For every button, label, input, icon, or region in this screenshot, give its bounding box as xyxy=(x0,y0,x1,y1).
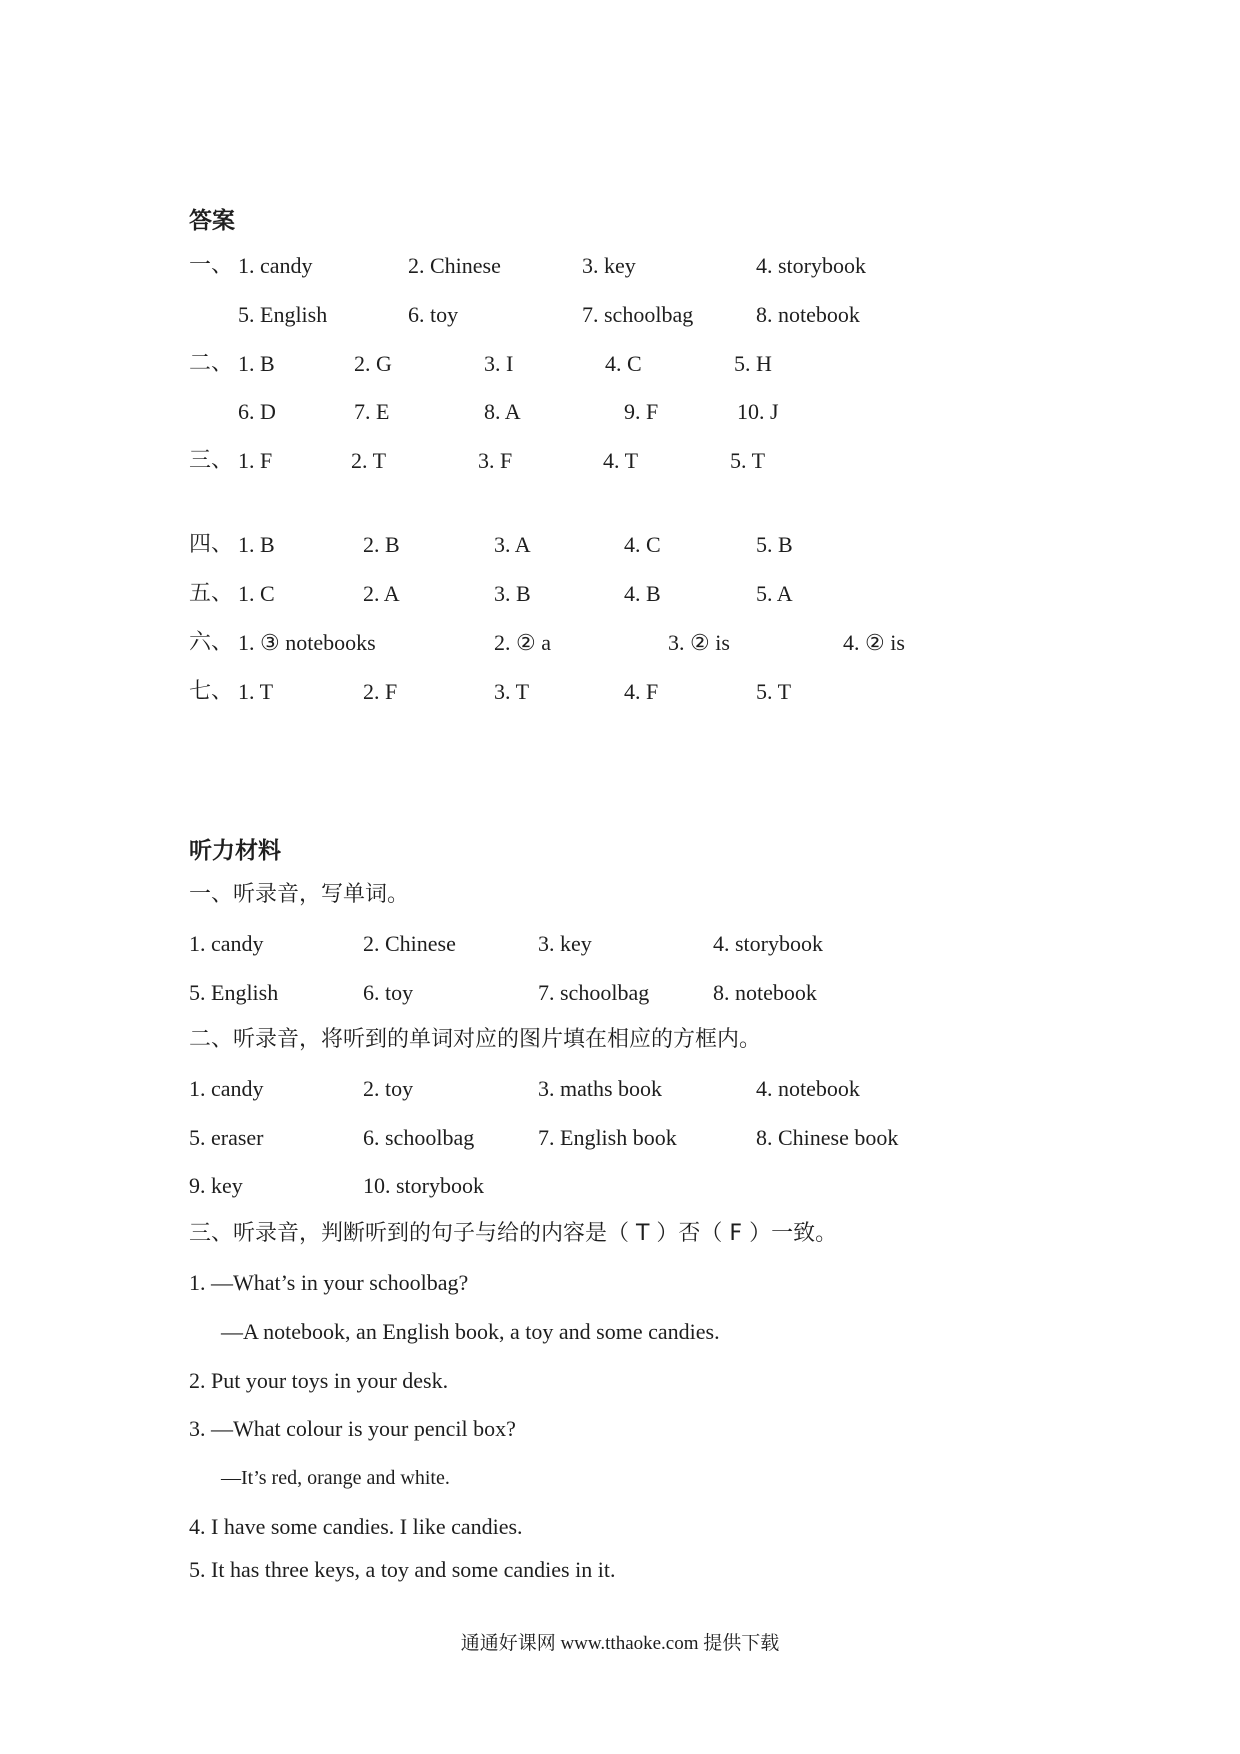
answer-item: 1. B xyxy=(238,532,275,557)
word-item: 6. toy xyxy=(363,980,414,1005)
answer-item: 3. B xyxy=(494,581,531,606)
answer-prefix: 四、 xyxy=(189,532,234,557)
answer-item: 8. notebook xyxy=(756,302,860,327)
answer-item: 5. A xyxy=(756,581,793,606)
sentence-line: 2. Put your toys in your desk. xyxy=(189,1368,449,1393)
answer-item: 4. F xyxy=(624,679,659,704)
sentence-line: —It’s red, orange and white. xyxy=(221,1467,450,1489)
answer-prefix: 五、 xyxy=(189,581,234,606)
word-item: 4. storybook xyxy=(713,931,823,956)
answer-item: 1. ③ notebooks xyxy=(238,630,376,655)
answer-item: 7. E xyxy=(354,399,390,424)
answer-item: 1. B xyxy=(238,351,275,376)
word-item: 6. schoolbag xyxy=(363,1125,475,1150)
sentence-line: 4. I have some candies. I like candies. xyxy=(189,1514,523,1539)
answer-prefix: 一、 xyxy=(189,253,234,278)
answer-item: 2. A xyxy=(363,581,400,606)
answer-item: 5. English xyxy=(238,302,328,327)
page-footer: 通通好课网 www.tthaoke.com 提供下载 xyxy=(460,1633,780,1654)
word-item: 3. key xyxy=(538,931,592,956)
answer-item: 2. T xyxy=(351,448,387,473)
sentence-line: —A notebook, an English book, a toy and some candies. xyxy=(221,1319,720,1344)
answer-item: 7. schoolbag xyxy=(582,302,694,327)
word-item: 5. English xyxy=(189,980,279,1005)
answer-item: 2. Chinese xyxy=(408,253,501,278)
listening-section2-heading: 二、听录音，将听到的单词对应的图片填在相应的方框内。 xyxy=(189,1027,762,1052)
answer-item: 1. candy xyxy=(238,253,313,278)
answer-prefix: 二、 xyxy=(189,351,234,376)
answer-prefix: 六、 xyxy=(189,630,234,655)
answer-item: 2. F xyxy=(363,679,398,704)
answer-item: 9. F xyxy=(624,399,659,424)
word-item: 3. maths book xyxy=(538,1076,663,1101)
listening-section3-heading: 三、听录音，判断听到的句子与给的内容是（ T ）否（ F ）一致。 xyxy=(189,1221,838,1246)
word-item: 10. storybook xyxy=(363,1173,484,1198)
answer-prefix: 三、 xyxy=(189,448,234,473)
answer-item: 2. B xyxy=(363,532,400,557)
answer-prefix: 七、 xyxy=(189,679,234,704)
answer-item: 5. B xyxy=(756,532,793,557)
sentence-line: 1. —What’s in your schoolbag? xyxy=(189,1270,469,1295)
word-item: 9. key xyxy=(189,1173,243,1198)
answer-item: 3. A xyxy=(494,532,531,557)
sentence-line: 5. It has three keys, a toy and some candies in it. xyxy=(189,1557,616,1582)
answer-item: 4. storybook xyxy=(756,253,866,278)
listening-title: 听力材料 xyxy=(189,838,281,864)
answer-item: 6. D xyxy=(238,399,276,424)
answer-item: 3. T xyxy=(494,679,530,704)
answer-item: 1. C xyxy=(238,581,275,606)
answer-item: 8. A xyxy=(484,399,521,424)
answer-item: 4. C xyxy=(624,532,661,557)
answer-item: 2. ② a xyxy=(494,630,551,655)
answer-item: 4. ② is xyxy=(843,630,905,655)
word-item: 5. eraser xyxy=(189,1125,264,1150)
listening-section1-heading: 一、听录音，写单词。 xyxy=(189,882,410,907)
answer-item: 2. G xyxy=(354,351,392,376)
answer-item: 3. key xyxy=(582,253,636,278)
answer-item: 1. T xyxy=(238,679,274,704)
answer-item: 5. H xyxy=(734,351,772,376)
answer-item: 1. F xyxy=(238,448,273,473)
word-item: 1. candy xyxy=(189,931,264,956)
answer-item: 3. I xyxy=(484,351,514,376)
answer-item: 5. T xyxy=(730,448,766,473)
answers-title: 答案 xyxy=(189,208,235,234)
word-item: 7. schoolbag xyxy=(538,980,650,1005)
sentence-line: 3. —What colour is your pencil box? xyxy=(189,1416,516,1441)
answer-item: 5. T xyxy=(756,679,792,704)
word-item: 8. notebook xyxy=(713,980,817,1005)
word-item: 1. candy xyxy=(189,1076,264,1101)
answer-item: 4. C xyxy=(605,351,642,376)
word-item: 4. notebook xyxy=(756,1076,860,1101)
answer-item: 4. T xyxy=(603,448,639,473)
answer-item: 6. toy xyxy=(408,302,459,327)
word-item: 8. Chinese book xyxy=(756,1125,899,1150)
answer-item: 3. F xyxy=(478,448,513,473)
word-item: 7. English book xyxy=(538,1125,677,1150)
answer-item: 10. J xyxy=(737,399,779,424)
word-item: 2. toy xyxy=(363,1076,414,1101)
answer-item: 3. ② is xyxy=(668,630,730,655)
word-item: 2. Chinese xyxy=(363,931,456,956)
answer-item: 4. B xyxy=(624,581,661,606)
